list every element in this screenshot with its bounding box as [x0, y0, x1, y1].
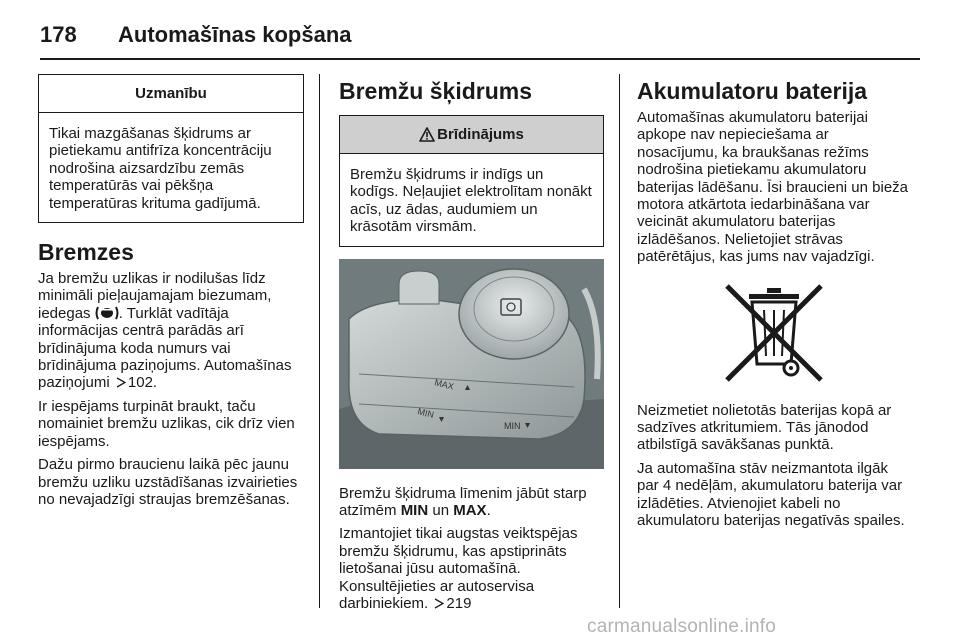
warning-box — [339, 115, 604, 247]
warning-triangle-icon — [419, 127, 435, 142]
brakes-paragraph-1: Ja bremžu uzlikas ir nodilušas līdz minimāli pieļaujamajam biezumam, iedegas . Turklāt vadītāja informācijas centrā parādās arī brīdinājuma koda numurs vai brīdinājuma paziņojums. Automašīnas paziņojumi 102. — [38, 270, 292, 392]
brake-fluid-paragraph-1: Bremžu šķidruma līmenim jābūt starp atzīmēm MIN un MAX. — [339, 484, 587, 520]
page-reference-icon — [434, 598, 444, 609]
page-title: Automašīnas kopšana — [118, 22, 352, 47]
caution-box — [38, 74, 304, 223]
brake-pad-warning-icon — [95, 306, 119, 320]
page-reference-link[interactable]: 219 — [446, 595, 472, 613]
brakes-heading: Bremzes — [38, 239, 134, 266]
caution-title: Uzmanību — [39, 75, 303, 113]
battery-paragraph-3: Ja automašīna stāv neizmantota ilgāk par 4 nedēļām, akumulatoru baterija var izlādēties. Atvienojiet kabeli no akumulatoru baterijas negatīvās spailes. — [637, 459, 905, 530]
column-middle — [339, 74, 604, 618]
brake-fluid-heading: Bremžu šķidrums — [339, 78, 533, 104]
crossed-out-wheelie-bin-icon — [719, 278, 829, 388]
battery-paragraph-2: Neizmetiet nolietotās baterijas kopā ar sadzīves atkritumiem. Tās jānodod atbilstīgā savākšanas punktā. — [637, 401, 892, 454]
column-divider — [319, 74, 320, 608]
brakes-paragraph-2: Ir iespējams turpināt braukt, taču nomainiet bremžu uzlikas, cik drīz vien iespējams. — [38, 397, 295, 450]
page-number: 178 — [40, 22, 77, 47]
battery-paragraph-1: Automašīnas akumulatoru baterijai apkope nav nepieciešama ar nosacījumu, ka braukšanas režīms nodrošina pietiekamu akumulatoru baterijas lādēšanu. Īsi braucieni un bieža motora atkārtota iedarbināšana var veicināt akumulatoru baterijas izlādēšanos. Nelietojiet strāvas patērētājus, kas jums nav vajadzīgi. — [637, 109, 909, 266]
warning-title: Brīdinājums — [437, 126, 524, 143]
watermark: carmanualsonline.info — [587, 616, 777, 637]
brake-fluid-reservoir-photo — [339, 259, 604, 469]
warning-text: Bremžu šķidrums ir indīgs un kodīgs. Neļaujiet elektrolītam nonākt acīs, uz ādas, audumiem un krāsotām virsmām. — [350, 166, 592, 236]
brakes-paragraph-3: Dažu pirmo braucienu laikā pēc jaunu bremžu uzliku uzstādīšanas izvairieties no nevajadzīgi straujas bremzēšanas. — [38, 456, 298, 508]
min-mark-text: MIN — [400, 502, 429, 520]
warning-header — [340, 116, 603, 154]
column-left — [38, 74, 304, 514]
header-rule — [40, 58, 920, 60]
max-mark-text: MAX — [453, 502, 487, 520]
column-divider — [619, 74, 620, 608]
page-reference-icon — [116, 377, 126, 388]
max-mark-label: MAX — [433, 376, 455, 392]
min-mark-label-right: MIN — [504, 420, 521, 431]
min-mark-label-left: MIN — [416, 405, 435, 420]
column-right — [637, 74, 911, 536]
brake-fluid-paragraph-2: Izmantojiet tikai augstas veiktspējas bremžu šķidrumu, kas apstiprināts lietošanai jūsu automašīnā. Konsultējieties ar autoservisa darbiniekiem. 219 — [339, 525, 578, 613]
battery-heading: Akumulatoru baterija — [637, 78, 868, 104]
page-header — [40, 14, 920, 64]
caution-text: Tikai mazgāšanas šķidrums ar pietiekamu antifrīza koncentrāciju nodrošina aizsardzību zemās temperatūrās vai pēkšņa temperatūras krituma gadījumā. — [49, 125, 272, 212]
reservoir-illustration — [339, 259, 604, 469]
page-reference-link[interactable]: 102. — [127, 374, 158, 392]
